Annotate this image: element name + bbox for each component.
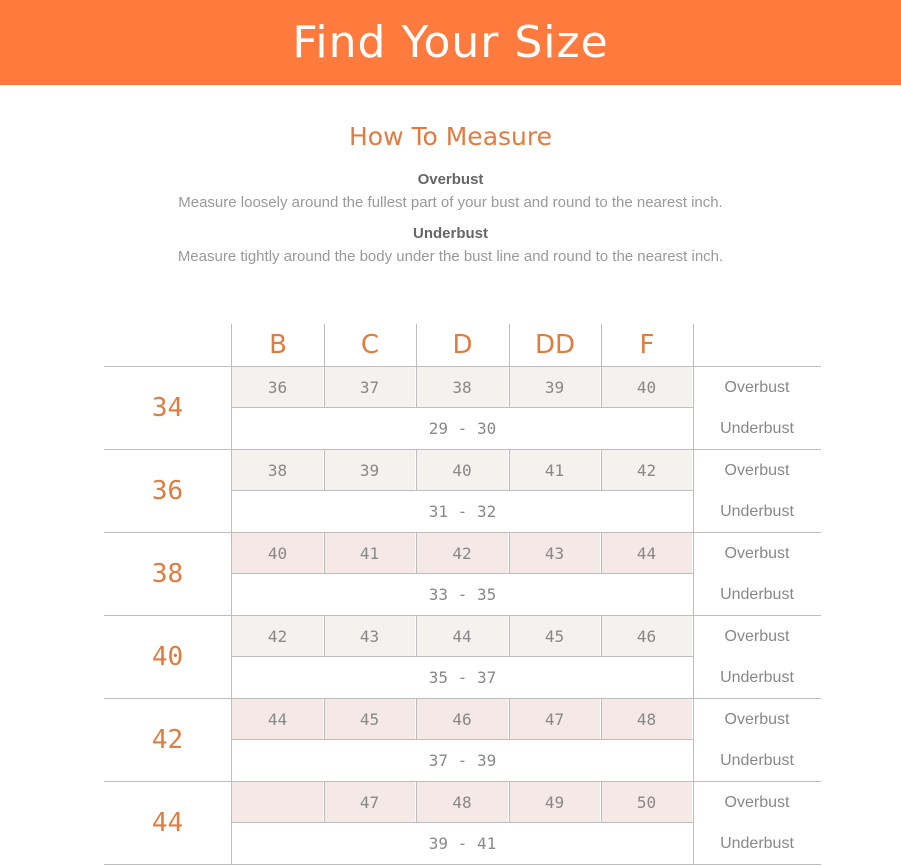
underbust-description: Measure tightly around the body under the bust line and round to the nearest inch.: [177, 248, 724, 265]
cell-border: [416, 698, 417, 739]
underbust-range: 37 - 39: [428, 751, 497, 770]
cell-border: [509, 615, 510, 656]
row-border: [104, 698, 821, 699]
overbust-value: 42: [416, 533, 509, 573]
overbust-value: 42: [601, 450, 693, 490]
cell-border: [324, 449, 325, 490]
overbust-value: 39: [324, 450, 416, 490]
underbust-range: 31 - 32: [428, 502, 497, 521]
row-divider: [232, 407, 693, 408]
page-title: Find Your Size: [292, 17, 609, 68]
overbust-value: 38: [416, 367, 509, 407]
cell-border: [416, 532, 417, 573]
overbust-value: 44: [601, 533, 693, 573]
overbust-value: 44: [232, 699, 324, 739]
overbust-value: 43: [509, 533, 601, 573]
column-border: [231, 324, 232, 864]
overbust-value: 42: [232, 616, 324, 656]
column-border: [601, 324, 602, 366]
cell-border: [509, 698, 510, 739]
overbust-value: 39: [509, 367, 601, 407]
overbust-value: 40: [232, 533, 324, 573]
cup-header-b: B: [269, 330, 287, 360]
row-divider: [232, 656, 693, 657]
overbust-value: 47: [324, 782, 416, 822]
cell-border: [324, 615, 325, 656]
band-size: 34: [151, 392, 184, 423]
underbust-label: Underbust: [720, 502, 794, 520]
cell-border: [324, 781, 325, 822]
cell-border: [416, 781, 417, 822]
row-divider: [232, 573, 693, 574]
column-border: [324, 324, 325, 366]
row-border: [104, 449, 821, 450]
cell-border: [509, 781, 510, 822]
cell-border: [416, 366, 417, 407]
cup-header-d: D: [452, 330, 473, 360]
overbust-label: Overbust: [724, 627, 790, 645]
cell-border: [601, 615, 602, 656]
overbust-value: 41: [324, 533, 416, 573]
underbust-label: Underbust: [720, 419, 794, 437]
column-border: [509, 324, 510, 366]
cell-border: [601, 449, 602, 490]
column-border: [693, 324, 694, 864]
underbust-heading: Underbust: [413, 225, 488, 242]
band-size: 40: [151, 641, 184, 672]
cell-border: [416, 449, 417, 490]
cell-border: [416, 615, 417, 656]
cell-border: [601, 366, 602, 407]
overbust-value: 45: [324, 699, 416, 739]
overbust-value: 36: [232, 367, 324, 407]
underbust-range: 29 - 30: [428, 419, 497, 438]
overbust-value: 37: [324, 367, 416, 407]
underbust-range: 33 - 35: [428, 585, 497, 604]
row-border: [104, 532, 821, 533]
row-divider: [232, 822, 693, 823]
overbust-heading: Overbust: [417, 171, 484, 188]
row-border: [104, 781, 821, 782]
column-border: [416, 324, 417, 366]
cup-header-f: F: [639, 330, 655, 360]
row-border: [104, 366, 821, 367]
band-size: 36: [151, 475, 184, 506]
overbust-value: [232, 782, 324, 822]
overbust-value: 49: [509, 782, 601, 822]
overbust-label: Overbust: [724, 461, 790, 479]
cell-border: [324, 698, 325, 739]
overbust-value: 38: [232, 450, 324, 490]
overbust-value: 40: [601, 367, 693, 407]
underbust-range: 39 - 41: [428, 834, 497, 853]
overbust-value: 47: [509, 699, 601, 739]
overbust-description: Measure loosely around the fullest part of your bust and round to the nearest inch.: [178, 194, 723, 211]
overbust-value: 48: [416, 782, 509, 822]
underbust-label: Underbust: [720, 585, 794, 603]
overbust-value: 40: [416, 450, 509, 490]
underbust-range: 35 - 37: [428, 668, 497, 687]
overbust-value: 45: [509, 616, 601, 656]
overbust-value: 46: [601, 616, 693, 656]
overbust-value: 48: [601, 699, 693, 739]
row-divider: [232, 490, 693, 491]
cell-border: [324, 532, 325, 573]
cell-border: [601, 781, 602, 822]
cell-border: [324, 366, 325, 407]
row-border: [104, 615, 821, 616]
overbust-label: Overbust: [724, 378, 790, 396]
overbust-value: 46: [416, 699, 509, 739]
band-size: 44: [151, 807, 184, 838]
overbust-label: Overbust: [724, 793, 790, 811]
cell-border: [601, 532, 602, 573]
how-to-measure-heading: How To Measure: [348, 122, 552, 151]
overbust-value: 43: [324, 616, 416, 656]
underbust-label: Underbust: [720, 834, 794, 852]
overbust-value: 41: [509, 450, 601, 490]
row-divider: [232, 739, 693, 740]
cell-border: [601, 698, 602, 739]
cup-header-c: C: [360, 330, 380, 360]
underbust-label: Underbust: [720, 668, 794, 686]
overbust-value: 50: [601, 782, 693, 822]
cup-header-dd: DD: [534, 330, 576, 360]
band-size: 38: [151, 558, 184, 589]
overbust-label: Overbust: [724, 710, 790, 728]
row-border: [104, 864, 821, 865]
overbust-value: 44: [416, 616, 509, 656]
cell-border: [509, 532, 510, 573]
cell-border: [509, 366, 510, 407]
underbust-label: Underbust: [720, 751, 794, 769]
band-size: 42: [151, 724, 184, 755]
overbust-label: Overbust: [724, 544, 790, 562]
cell-border: [509, 449, 510, 490]
